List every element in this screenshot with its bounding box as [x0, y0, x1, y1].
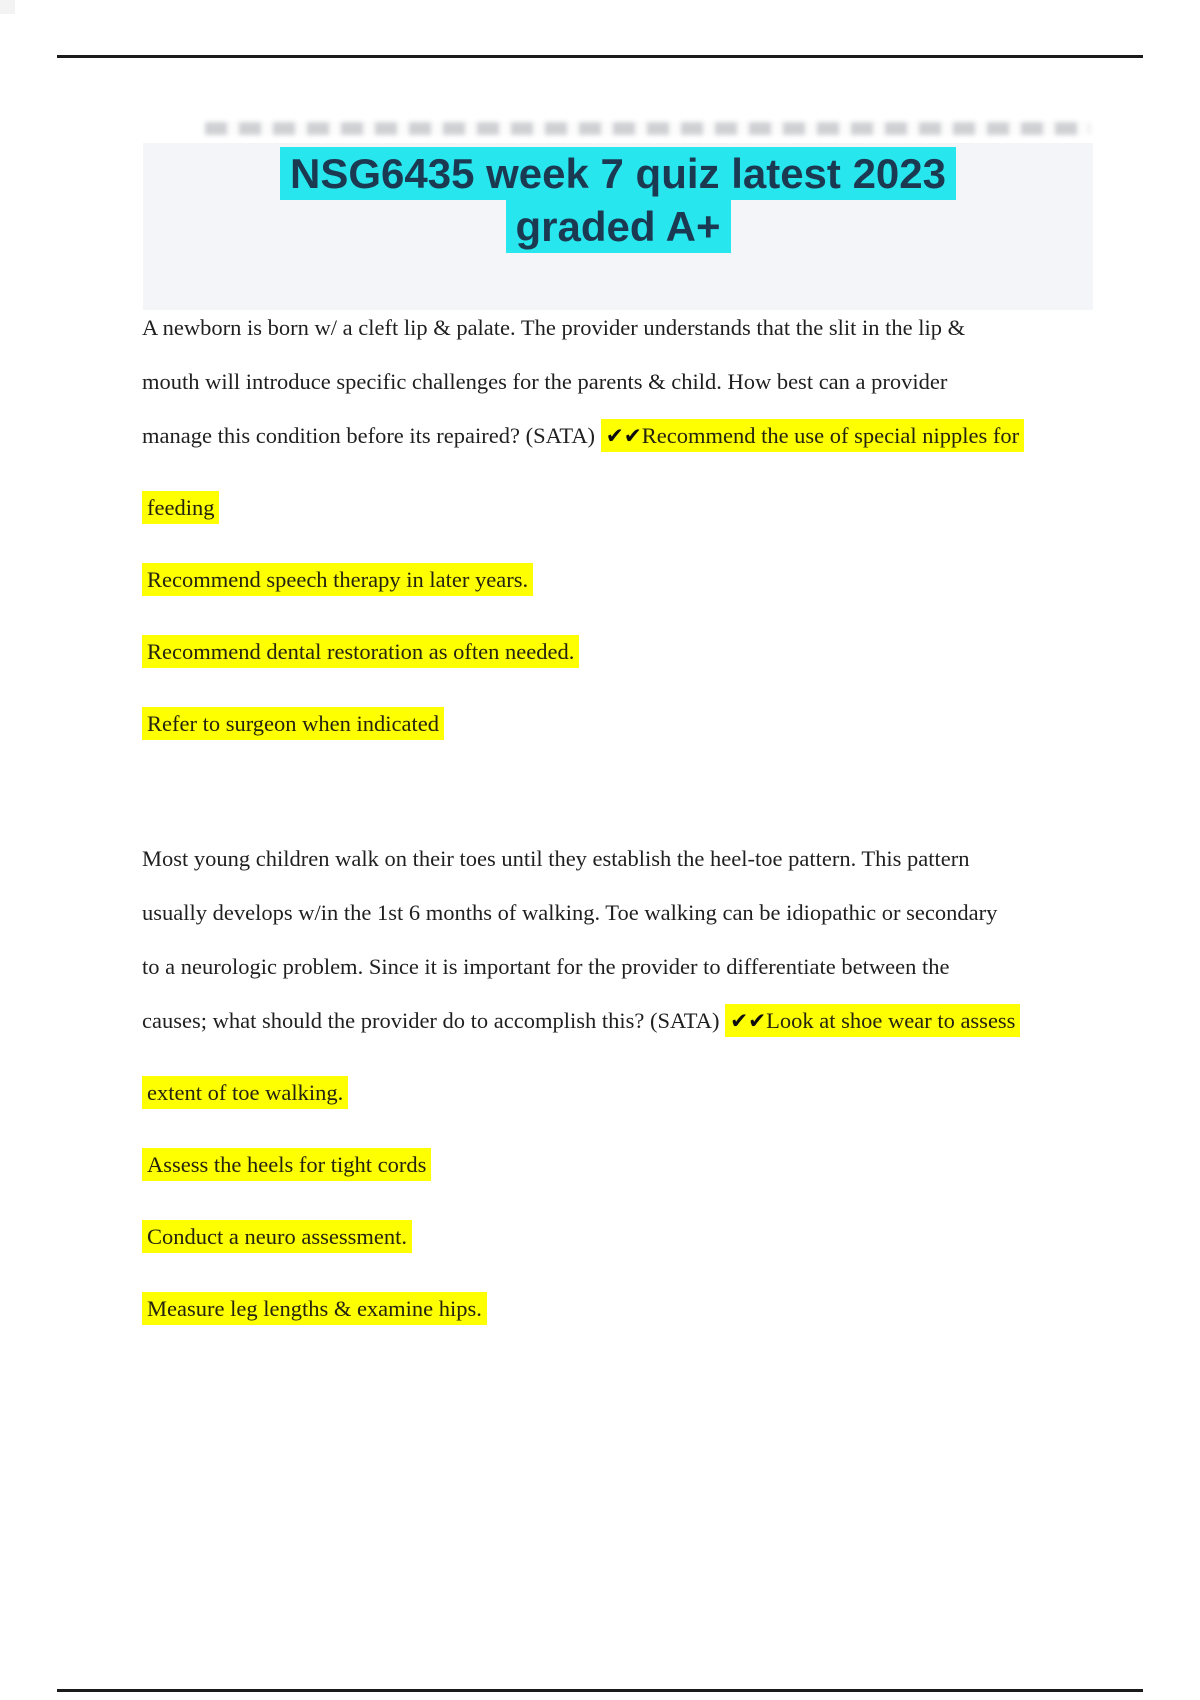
answer-line: [142, 553, 1122, 607]
question-text: causes; what should the provider do to accomplish this? (SATA): [142, 1008, 726, 1033]
answer-highlight: [142, 1076, 348, 1109]
answer-line: [142, 1282, 1122, 1336]
highlighted-line: [142, 1066, 1122, 1120]
highlighted-line: [142, 1210, 1122, 1264]
answer-highlight: [142, 707, 444, 740]
title-line: [143, 200, 1093, 253]
document-title-line-2: graded A+: [506, 200, 731, 253]
answer-line: [142, 1138, 1122, 1192]
highlighted-line: [142, 553, 1122, 607]
double-checkmark-icon: ✔✔: [605, 424, 642, 449]
answer-highlight: [725, 1004, 1020, 1037]
answer-line: [142, 481, 1122, 535]
document-body: [142, 301, 1122, 1354]
document-title-line-1: NSG6435 week 7 quiz latest 2023: [280, 147, 956, 200]
answer-text: extent of toe walking.: [147, 1080, 344, 1105]
answer-highlight: [601, 419, 1024, 452]
question-line: [142, 994, 1122, 1048]
answer-line: [142, 1066, 1122, 1120]
question-line: [142, 832, 1122, 886]
answer-line: [142, 697, 1122, 751]
question-text: manage this condition before its repaired? (SATA): [142, 423, 601, 448]
answer-highlight: [142, 1220, 412, 1253]
answer-line: [142, 625, 1122, 679]
bottom-border-rule: [57, 1689, 1143, 1692]
question-line: [142, 355, 1122, 409]
answer-text: Recommend speech therapy in later years.: [147, 567, 529, 592]
answer-highlight: [142, 563, 533, 596]
answer-text: Refer to surgeon when indicated: [147, 711, 439, 736]
question-text: usually develops w/in the 1st 6 months of walking. Toe walking can be idiopathic or secondary: [142, 900, 998, 925]
question-line: [142, 940, 1122, 994]
answer-text: Assess the heels for tight cords: [147, 1152, 427, 1177]
answer-text: Measure leg lengths & examine hips.: [147, 1296, 482, 1321]
answer-text: Recommend dental restoration as often needed.: [147, 639, 575, 664]
answer-highlight: [142, 1148, 431, 1181]
highlighted-line: [142, 1138, 1122, 1192]
question-paragraph: [142, 301, 1122, 463]
answer-highlight: [142, 1292, 487, 1325]
answer-highlight: [142, 635, 579, 668]
paragraph-spacer: [142, 769, 1122, 832]
question-text: to a neurologic problem. Since it is important for the provider to differentiate between the: [142, 954, 950, 979]
highlighted-line: [142, 1282, 1122, 1336]
question-line: [142, 301, 1122, 355]
question-line: [142, 409, 1122, 463]
question-line: [142, 886, 1122, 940]
answer-line: [142, 1210, 1122, 1264]
question-text: A newborn is born w/ a cleft lip & palate. The provider understands that the slit in the lip &: [142, 315, 966, 340]
answer-text: Conduct a neuro assessment.: [147, 1224, 407, 1249]
highlighted-line: [142, 625, 1122, 679]
highlighted-line: [142, 481, 1122, 535]
answer-text: Look at shoe wear to assess: [766, 1008, 1016, 1033]
title-ghost-artifact: [205, 122, 1090, 135]
question-text: Most young children walk on their toes until they establish the heel-toe pattern. This pattern: [142, 846, 970, 871]
question-paragraph: [142, 832, 1122, 1048]
title-banner: [143, 143, 1093, 310]
question-text: mouth will introduce specific challenges for the parents & child. How best can a provider: [142, 369, 948, 394]
top-border-rule: [57, 55, 1143, 58]
answer-text: Recommend the use of special nipples for: [641, 423, 1020, 448]
answer-text: feeding: [147, 495, 215, 520]
highlighted-line: [142, 697, 1122, 751]
answer-highlight: [142, 491, 219, 524]
corner-artifact: [0, 0, 15, 14]
double-checkmark-icon: ✔✔: [730, 1009, 767, 1034]
title-line: [143, 147, 1093, 200]
